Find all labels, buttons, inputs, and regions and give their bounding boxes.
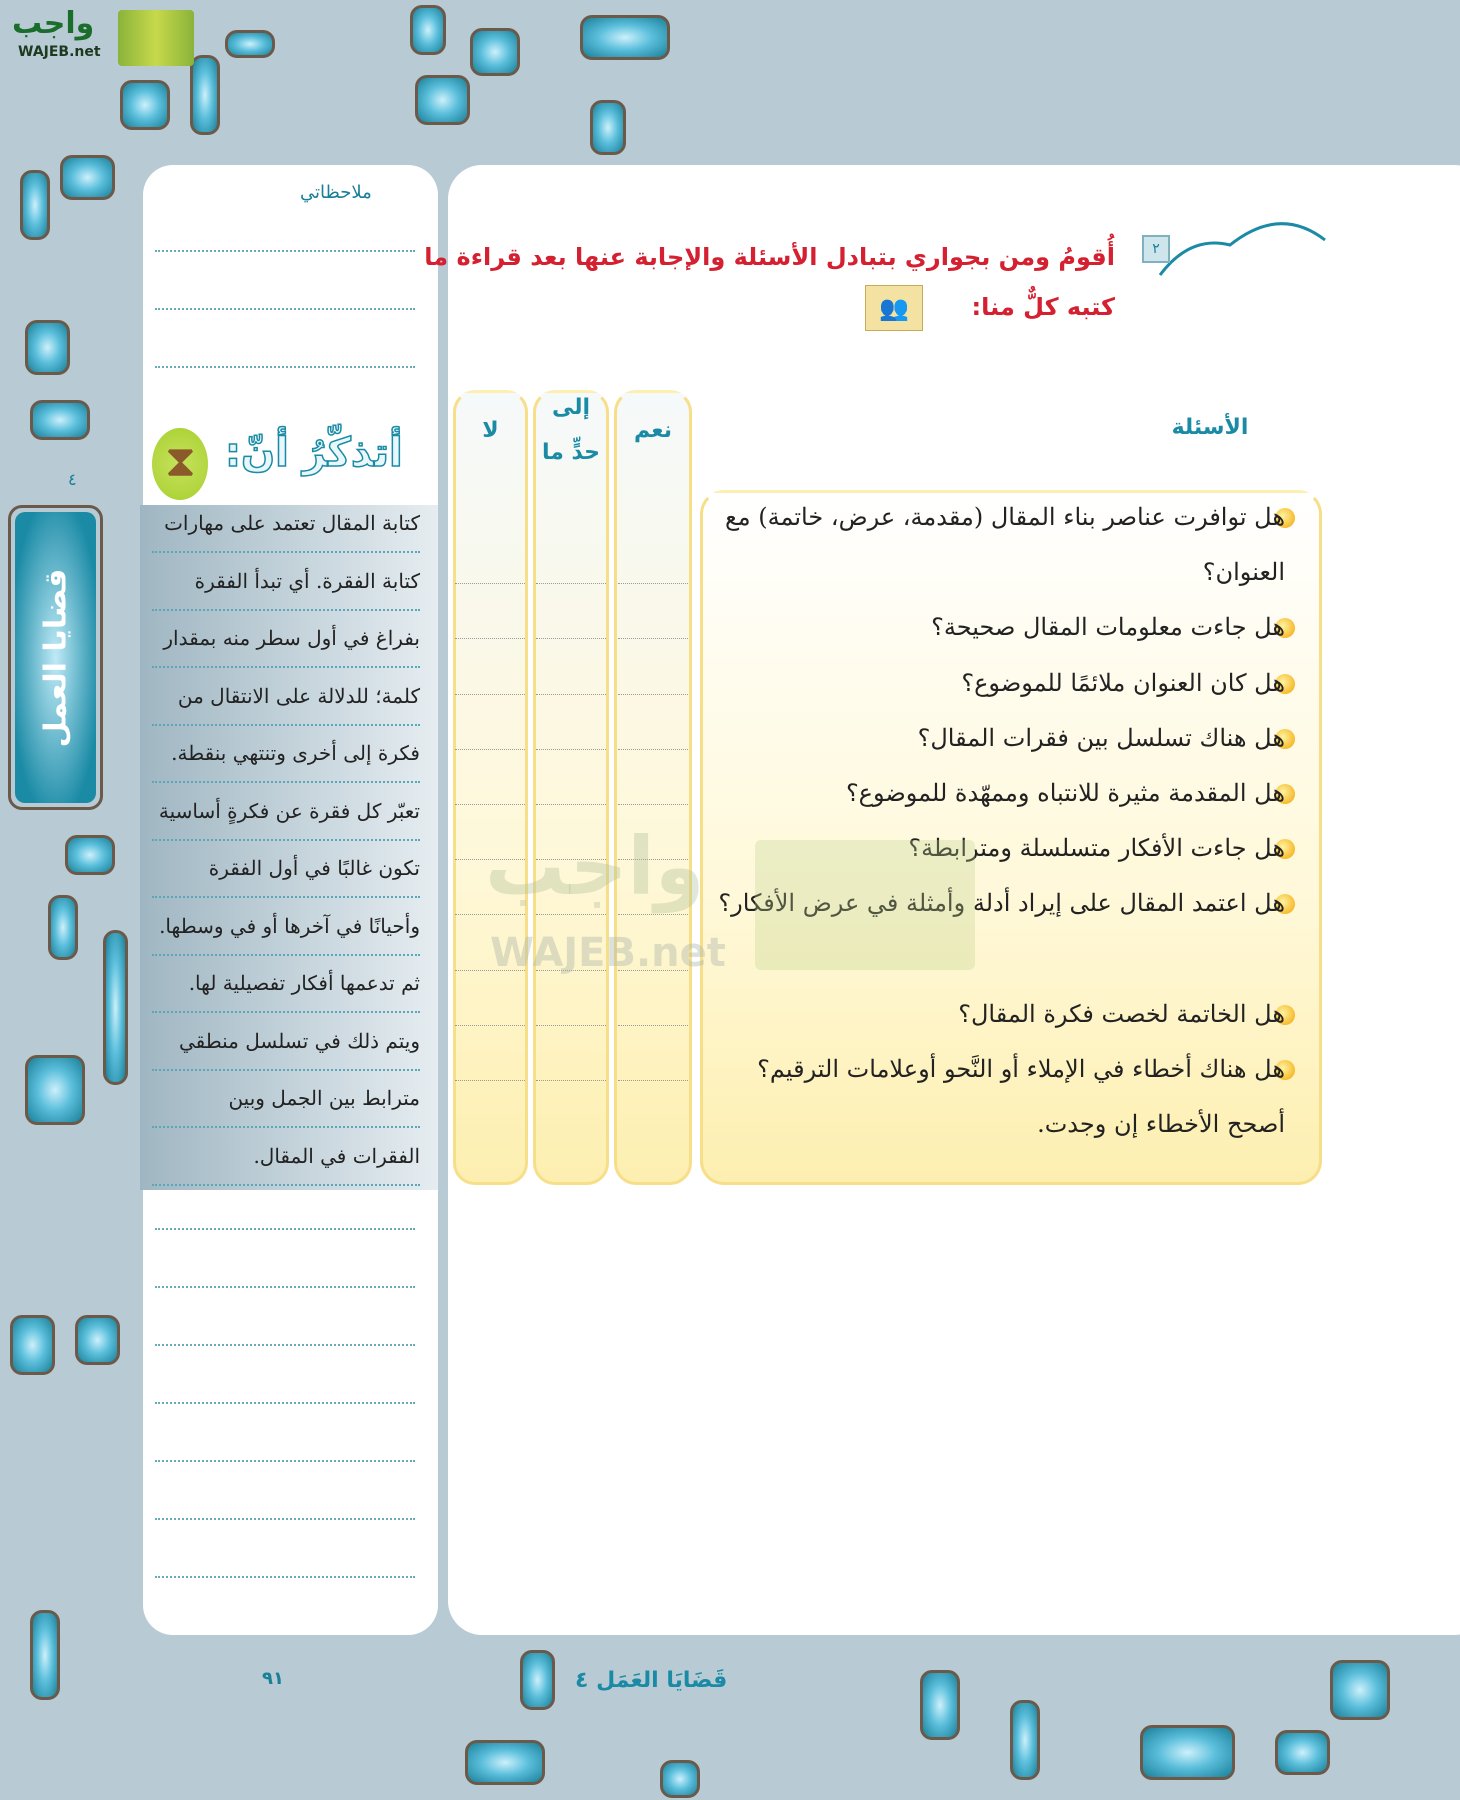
- swoosh-decoration: [1150, 205, 1330, 285]
- decorative-gem: [25, 1055, 85, 1125]
- decorative-gem: [25, 320, 70, 375]
- notes-line[interactable]: [155, 250, 415, 252]
- answer-line[interactable]: [455, 638, 525, 639]
- footer-unit-title: قَضَايَا العَمَل ٤: [575, 1668, 728, 1693]
- reminder-line: ثم تدعمها أفكار تفصيلية لها.: [152, 958, 420, 1013]
- answer-line[interactable]: [455, 1080, 525, 1081]
- reminder-line: تكون غالبًا في أول الفقرة: [152, 843, 420, 898]
- notes-line[interactable]: [155, 366, 415, 368]
- answer-line[interactable]: [618, 749, 688, 750]
- reminder-line: وأحيانًا في آخرها أو في وسطها.: [152, 901, 420, 956]
- answer-line[interactable]: [455, 749, 525, 750]
- decorative-gem: [30, 400, 90, 440]
- notes-line[interactable]: [155, 1402, 415, 1404]
- answer-line[interactable]: [618, 1025, 688, 1026]
- column-yes: [614, 390, 692, 1185]
- notes-line[interactable]: [155, 1518, 415, 1520]
- answer-line[interactable]: [455, 914, 525, 915]
- answer-line[interactable]: [618, 694, 688, 695]
- question-item: هل الخاتمة لخصت فكرة المقال؟: [958, 999, 1285, 1028]
- decorative-gem: [590, 100, 626, 155]
- decorative-gem: [1275, 1730, 1330, 1775]
- question-item: هل هناك أخطاء في الإملاء أو النَّحو أوعلامات الترقيم؟ أصحح الأخطاء إن وجدت.: [757, 1055, 1285, 1138]
- decorative-gem: [1330, 1660, 1390, 1720]
- question-item: هل المقدمة مثيرة للانتباه وممهّدة للموضوع؟: [845, 779, 1285, 807]
- answer-line[interactable]: [455, 804, 525, 805]
- reminder-line: ويتم ذلك في تسلسل منطقي: [152, 1016, 420, 1071]
- decorative-gem: [1140, 1725, 1235, 1780]
- header-no: لا: [482, 418, 499, 443]
- question-item: هل جاءت معلومات المقال صحيحة؟: [931, 613, 1285, 642]
- unit-number: ٤: [68, 470, 77, 489]
- answer-line[interactable]: [455, 1025, 525, 1026]
- watermark-book-icon: [755, 840, 975, 970]
- watermark-latin: WAJEB.net: [490, 930, 726, 976]
- exercise-number: ٢: [1142, 235, 1170, 263]
- decorative-gem: [103, 930, 128, 1085]
- decorative-gem: [1010, 1700, 1040, 1780]
- decorative-gem: [410, 5, 446, 55]
- header-questions: الأسئلة: [1171, 415, 1249, 440]
- decorative-gem: [10, 1315, 55, 1375]
- answer-line[interactable]: [618, 914, 688, 915]
- reminder-line: فكرة إلى أخرى وتنتهي بنقطة.: [152, 728, 420, 783]
- reminder-line: مترابط بين الجمل وبين: [152, 1073, 420, 1128]
- decorative-gem: [48, 895, 78, 960]
- reminder-line: تعبّر كل فقرة عن فكرةٍ أساسية: [152, 786, 420, 841]
- notes-line[interactable]: [155, 1228, 415, 1230]
- exercise-instruction: أُقومُ ومن بجواري بتبادل الأسئلة والإجابة عنها بعد قراءة ما كتبه كلٌّ منا:: [424, 243, 1115, 321]
- question-item: هل جاءت الأفكار متسلسلة ومترابطة؟: [908, 834, 1285, 863]
- notes-line[interactable]: [155, 1344, 415, 1346]
- logo-arabic: واجب: [12, 6, 95, 41]
- answer-line[interactable]: [536, 914, 606, 915]
- reminder-line: كلمة؛ للدلالة على الانتقال من: [152, 671, 420, 726]
- logo-latin: WAJEB.net: [18, 44, 101, 60]
- header-yes: نعم: [634, 418, 672, 443]
- watermark-arabic: واجب: [485, 820, 705, 913]
- notes-line[interactable]: [155, 1286, 415, 1288]
- answer-line[interactable]: [536, 583, 606, 584]
- answer-line[interactable]: [455, 583, 525, 584]
- decorative-gem: [75, 1315, 120, 1365]
- question-item: هل اعتمد المقال على إيراد أدلة وأمثلة في عرض الأفكار؟: [718, 889, 1285, 918]
- decorative-gem: [225, 30, 275, 58]
- decorative-gem: [470, 28, 520, 76]
- decorative-gem: [465, 1740, 545, 1785]
- decorative-gem: [30, 1610, 60, 1700]
- answer-line[interactable]: [536, 1025, 606, 1026]
- decorative-gem: [580, 15, 670, 60]
- decorative-gem: [120, 80, 170, 130]
- wajeb-logo: [8, 6, 188, 66]
- answer-line[interactable]: [536, 638, 606, 639]
- answer-line[interactable]: [536, 1080, 606, 1081]
- answer-line[interactable]: [618, 1080, 688, 1081]
- question-item: هل كان العنوان ملائمًا للموضوع؟: [961, 668, 1285, 697]
- answer-line[interactable]: [536, 694, 606, 695]
- decorative-gem: [660, 1760, 700, 1798]
- notes-line[interactable]: [155, 1460, 415, 1462]
- answer-line[interactable]: [536, 804, 606, 805]
- header-somewhat-1: إلى: [551, 395, 591, 420]
- unit-side-tab[interactable]: [8, 505, 103, 810]
- reminder-line: كتابة المقال تعتمد على مهارات: [152, 498, 420, 553]
- answer-line[interactable]: [618, 638, 688, 639]
- question-item: هل هناك تسلسل بين فقرات المقال؟: [917, 723, 1285, 752]
- answer-line[interactable]: [536, 749, 606, 750]
- decorative-gem: [190, 55, 220, 135]
- hourglass-icon: ⧗: [152, 428, 208, 500]
- header-somewhat-2: حدٍّ ما: [541, 440, 601, 465]
- decorative-gem: [415, 75, 470, 125]
- notes-title: ملاحظاتي: [300, 182, 372, 203]
- decorative-gem: [65, 835, 115, 875]
- reminder-line: بفراغ في أول سطر منه بمقدار: [152, 613, 420, 668]
- column-somewhat: [533, 390, 609, 1185]
- decorative-gem: [20, 170, 50, 240]
- column-no: [453, 390, 528, 1185]
- answer-line[interactable]: [455, 694, 525, 695]
- decorative-gem: [920, 1670, 960, 1740]
- notes-line[interactable]: [155, 1576, 415, 1578]
- reminder-title: أتذكّرُ أنّ:: [225, 430, 403, 476]
- decorative-gem: [60, 155, 115, 200]
- unit-tab-label: قضايا العمل: [38, 568, 73, 747]
- page-number: ٩١: [262, 1668, 284, 1689]
- answer-line[interactable]: [618, 804, 688, 805]
- notes-line[interactable]: [155, 308, 415, 310]
- answer-line[interactable]: [618, 583, 688, 584]
- reminder-line: كتابة الفقرة. أي تبدأ الفقرة: [152, 556, 420, 611]
- reminder-line: الفقرات في المقال.: [152, 1131, 420, 1186]
- question-item: هل توافرت عناصر بناء المقال (مقدمة، عرض، خاتمة) مع العنوان؟: [725, 503, 1285, 586]
- book-icon: [118, 10, 194, 66]
- pair-work-icon: 👥: [865, 285, 923, 331]
- decorative-gem: [520, 1650, 555, 1710]
